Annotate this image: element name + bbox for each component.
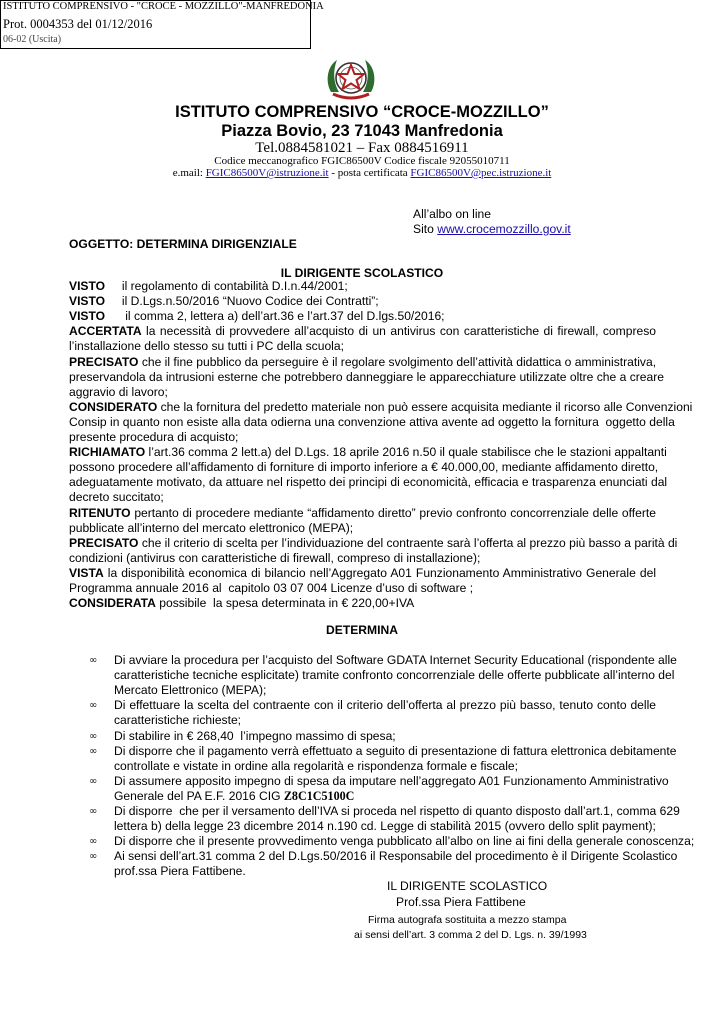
premise-line <box>69 445 667 460</box>
document-subject: OGGETTO: DETERMINA DIRIGENZIALE <box>69 237 297 251</box>
school-contacts <box>0 167 724 179</box>
premise-line <box>69 430 656 445</box>
premise-line <box>69 339 656 354</box>
premise-line <box>69 535 678 551</box>
school-phone-fax: Tel.0884581021 – Fax 0884516911 <box>255 140 469 156</box>
bullet-icon: ∞ <box>89 836 98 848</box>
email-link[interactable]: FGIC86500V@istruzione.it <box>205 167 329 179</box>
stamp-classification: 06-02 (Uscita) <box>3 34 62 45</box>
decision-text: Generale del PA E.F. 2016 CIG <box>114 788 284 803</box>
premise-line <box>69 596 656 611</box>
premise-line <box>69 566 656 581</box>
decision-line <box>114 653 677 668</box>
bullet-icon: ∞ <box>89 851 98 863</box>
premise-line <box>69 521 656 536</box>
decision-line <box>114 789 656 804</box>
school-name: ISTITUTO COMPRENSIVO “CROCE-MOZZILLO” <box>175 103 549 121</box>
stamp-school-line: ISTITUTO COMPRENSIVO - "CROCE - MOZZILLO"-MANFREDONIA <box>3 1 324 12</box>
premise-keyword: ACCERTATA <box>69 324 142 339</box>
premise-keyword: RITENUTO <box>69 505 131 520</box>
bullet-icon: ∞ <box>89 700 98 712</box>
decision-text: prof.ssa Piera Fattibene. <box>114 864 246 879</box>
premise-text: l’installazione dello stesso su tutti i PC della scuola; <box>69 339 344 354</box>
decision-line <box>114 819 656 834</box>
premise-keyword: VISTO <box>69 294 106 309</box>
premise-line <box>69 369 664 385</box>
decision-text: Di assumere apposito impegno di spesa da imputare nell’aggregato A01 Funzionamento Amministrativo <box>114 773 669 788</box>
school-codes: Codice meccanografico FGIC86500V Codice fiscale 92055010711 <box>214 155 510 167</box>
premise-line <box>69 490 656 505</box>
pec-label: - posta certificata <box>331 167 408 179</box>
premise-keyword: PRECISATO <box>69 535 139 550</box>
premise-line <box>69 551 656 566</box>
decision-line <box>114 864 656 879</box>
premise-keyword: RICHIAMATO <box>69 445 146 460</box>
site-label: Sito <box>413 222 434 236</box>
stamp-protocol-number: Prot. 0004353 del 01/12/2016 <box>3 17 153 31</box>
premise-text: il comma 2, lettera a) dell’art.36 e l’art.37 del D.lgs.50/2016; <box>105 309 445 324</box>
premise-keyword: VISTA <box>69 565 104 580</box>
protocol-stamp <box>0 0 324 49</box>
premise-text: la necessità di provvedere all’acquisto di un antivirus con caratteristiche di firewall, compreso <box>141 324 656 339</box>
decision-text: Di disporre che il presente provvedimento venga pubblicato all’albo on line ai fini della generale conoscenza; <box>114 834 695 849</box>
premise-text: che il criterio di scelta per l’individuazione del contraente sarà l’offerta al prezzo più basso a parità di <box>138 535 678 550</box>
decision-text: Di effettuare la scelta del contraente con il criterio dell’offerta al prezzo più basso, tenuto conto delle <box>114 698 656 713</box>
bullet-icon: ∞ <box>89 745 98 757</box>
premise-text: adeguatamente motivato, da attuare nel rispetto dei principi di economicità, efficacia e trasparenza enunciati dal <box>69 475 668 490</box>
decision-line <box>114 743 677 759</box>
bullet-icon: ∞ <box>89 655 98 666</box>
premise-keyword: PRECISATO <box>69 354 139 369</box>
recipient-albo: All’albo on line <box>413 207 491 221</box>
decision-text: Di disporre che il pagamento verrà effettuato a seguito di presentazione di fattura elettronica debitamente <box>114 743 677 758</box>
bullet-icon: ∞ <box>89 730 98 742</box>
premise-line <box>69 355 656 370</box>
premise-text: aggravio di lavoro; <box>69 384 168 399</box>
premise-text: presente procedura di acquisto; <box>69 430 239 444</box>
premise-text: Consip in quanto non esiste alla data odierna una convenzione attiva avente ad oggetto la fornitura oggetto della <box>69 414 675 429</box>
decision-text: Ai sensi dell’art.31 comma 2 del D.Lgs.50/2016 il Responsabile del procedimento è il Dirigente Scolastico <box>114 849 678 864</box>
premise-text: Programma annuale 2016 al capitolo 03 07 004 Licenze d’uso di software ; <box>69 581 474 595</box>
decision-line <box>114 713 656 728</box>
italian-republic-emblem-icon <box>323 52 379 104</box>
premise-line <box>69 399 693 415</box>
premise-line <box>69 414 675 430</box>
premise-text: il regolamento di contabilità D.I.n.44/2001; <box>105 279 348 293</box>
premise-text: l’art.36 comma 2 lett.a) del D.Lgs. 18 aprile 2016 n.50 il quale stabilisce che le stazioni appaltanti <box>145 445 667 460</box>
premise-line <box>69 460 659 475</box>
premise-line <box>69 385 656 400</box>
premise-text: che il fine pubblico da perseguire è il regolare svolgimento dell’attività didattica o amministrativa, <box>138 354 657 369</box>
decision-text: lettera b) della legge 23 dicembre 2014 n.190 cd. Legge di stabilità 2015 (ovvero dello split payment); <box>114 819 656 834</box>
decision-line <box>114 683 656 698</box>
decision-line <box>114 834 695 849</box>
premise-line <box>69 506 656 521</box>
premise-text: preservandola da intrusioni esterne che potrebbero danneggiare le apparecchiature utilizzate oltre che a creare <box>69 369 664 384</box>
decision-line <box>114 729 656 744</box>
premise-text: il D.Lgs.n.50/2016 “Nuovo Codice dei Contratti”; <box>105 294 379 309</box>
determina-title: DETERMINA <box>326 623 398 637</box>
premise-keyword: CONSIDERATA <box>69 596 156 611</box>
decision-text: caratteristiche tecniche esplicitate) tramite confronto concorrenziale delle offerte pubblicate all’interno del <box>114 668 675 683</box>
bullet-icon: ∞ <box>89 775 98 787</box>
bullet-icon: ∞ <box>89 806 98 817</box>
section-title: IL DIRIGENTE SCOLASTICO <box>280 266 444 280</box>
decision-text: Di disporre che per il versamento dell’IVA si proceda nel rispetto di quanto disposto dall’art.1, comma 629 <box>114 804 680 818</box>
signature-title: IL DIRIGENTE SCOLASTICO <box>387 879 548 893</box>
decision-line <box>114 804 680 819</box>
premise-line <box>69 309 656 324</box>
decision-line <box>114 668 675 683</box>
recipient-site <box>413 222 571 236</box>
premise-text: la disponibilità economica di bilancio nell’Aggregato A01 Funzionamento Amministrativo Generale del <box>103 565 656 580</box>
premise-line <box>69 475 668 490</box>
pec-link[interactable]: FGIC86500V@pec.istruzione.it <box>410 167 552 179</box>
premise-text: possono procedere all’affidamento di forniture di importo inferiore a € 40.000,00, mediante affidamento diretto, <box>69 460 659 475</box>
premise-keyword: VISTO <box>69 279 106 293</box>
premise-keyword: CONSIDERATO <box>69 399 158 414</box>
premise-line <box>69 581 656 596</box>
email-label: e.mail: <box>172 167 203 179</box>
premise-line <box>69 324 656 339</box>
premise-text: pubblicate all’interno del mercato elettronico (MEPA); <box>69 520 354 535</box>
school-address: Piazza Bovio, 23 71043 Manfredonia <box>221 122 503 140</box>
premise-text: possibile la spesa determinata in € 220,00+IVA <box>155 596 415 611</box>
decision-text: Di avviare la procedura per l’acquisto del Software GDATA Internet Security Educational (rispondente alle <box>114 653 677 667</box>
cig-code: Z8C1C5100C <box>283 788 355 803</box>
premise-text: decreto succitato; <box>69 490 164 505</box>
decision-text: caratteristiche richieste; <box>114 713 242 728</box>
signature-note-1: Firma autografa sostituita a mezzo stampa <box>368 914 567 926</box>
site-link[interactable]: www.crocemozzillo.gov.it <box>437 222 571 236</box>
premise-text: pertanto di procedere mediante “affidamento diretto” previo confronto concorrenziale delle offerte <box>130 505 656 520</box>
premise-text: condizioni (antivirus con caratteristiche di firewall, compreso di installazione); <box>69 550 481 565</box>
decision-line <box>114 773 669 789</box>
decision-text: controllate e vistate in ordine alla regolarità e rispondenza formale e fiscale; <box>114 758 519 773</box>
signature-name: Prof.ssa Piera Fattibene <box>396 895 526 909</box>
premise-line <box>69 279 656 294</box>
decision-line <box>114 849 678 864</box>
premise-text: che la fornitura del predetto materiale non può essere acquisita mediante il ricorso alle Convenzioni <box>157 399 693 414</box>
decision-text: Di stabilire in € 268,40 l’impegno massimo di spesa; <box>114 728 396 743</box>
premise-line <box>69 294 656 309</box>
decision-line <box>114 698 656 713</box>
decision-text: Mercato Elettronico (MEPA); <box>114 683 267 698</box>
premise-keyword: VISTO <box>69 309 106 324</box>
signature-note-2: ai sensi dell’art. 3 comma 2 del D. Lgs. n. 39/1993 <box>354 929 587 941</box>
decision-line <box>114 759 656 774</box>
